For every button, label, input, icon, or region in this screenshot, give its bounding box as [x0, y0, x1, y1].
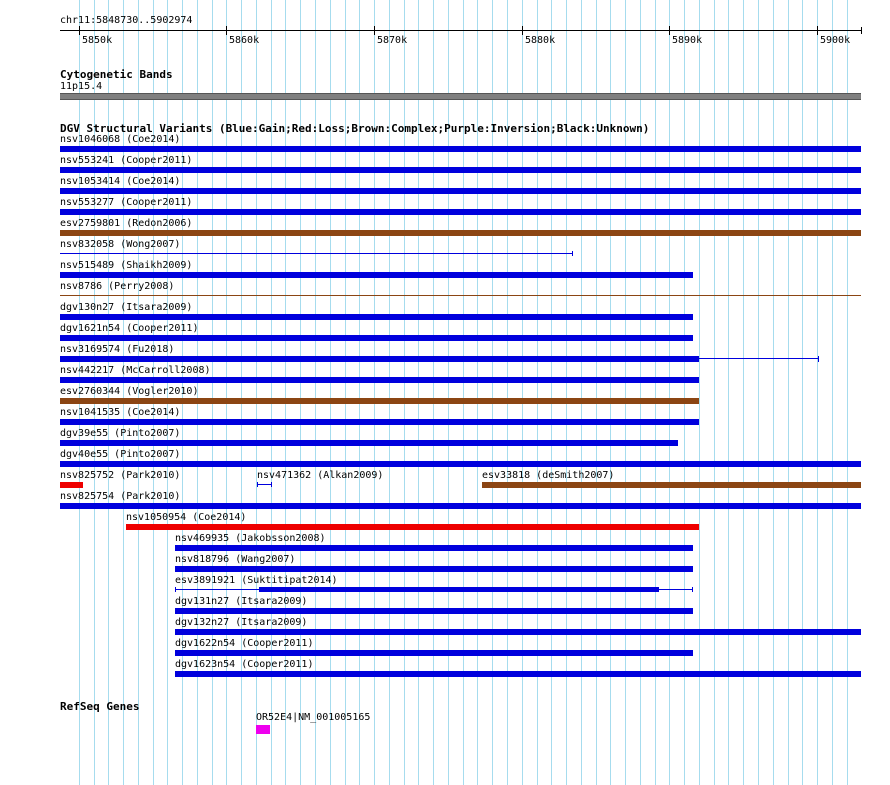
- variant-extension-line: [699, 358, 819, 359]
- variant-feature[interactable]: [60, 253, 573, 254]
- grid-line: [847, 0, 848, 785]
- variant-feature[interactable]: [60, 440, 678, 446]
- variant-feature[interactable]: [60, 461, 861, 467]
- variant-label: esv33818 (deSmith2007): [482, 470, 615, 481]
- grid-line: [477, 0, 478, 785]
- grid-line: [640, 0, 641, 785]
- grid-line: [433, 0, 434, 785]
- variant-feature[interactable]: [60, 167, 861, 173]
- variant-end-tick: [175, 587, 176, 592]
- grid-line: [596, 0, 597, 785]
- grid-line: [581, 0, 582, 785]
- grid-line: [802, 0, 803, 785]
- variant-label: nsv1050954 (Coe2014): [126, 512, 247, 523]
- grid-line: [669, 0, 670, 785]
- variant-label: nsv515489 (Shaikh2009): [60, 260, 193, 271]
- variant-label: dgv132n27 (Itsara2009): [175, 617, 308, 628]
- location-label: chr11:5848730..5902974: [60, 15, 193, 26]
- ruler-tick: [669, 26, 670, 35]
- dgv-track-title[interactable]: DGV Structural Variants (Blue:Gain;Red:Loss;Brown:Complex;Purple:Inversion;Black:Unknown): [60, 122, 650, 135]
- variant-feature[interactable]: [60, 146, 861, 152]
- variant-feature[interactable]: [175, 545, 693, 551]
- variant-label: nsv553241 (Cooper2011): [60, 155, 193, 166]
- variant-feature[interactable]: [257, 484, 272, 485]
- cytobands-track-title[interactable]: Cytogenetic Bands: [60, 68, 173, 81]
- refseq-track-title[interactable]: RefSeq Genes: [60, 700, 140, 713]
- variant-label: dgv131n27 (Itsara2009): [175, 596, 308, 607]
- grid-line: [817, 0, 818, 785]
- variant-feature[interactable]: [60, 230, 861, 236]
- variant-feature[interactable]: [175, 608, 693, 614]
- variant-feature[interactable]: [60, 272, 693, 278]
- variant-feature[interactable]: [482, 482, 861, 488]
- ruler-tick: [226, 26, 227, 35]
- grid-line: [359, 0, 360, 785]
- variant-end-tick: [692, 587, 693, 592]
- variant-label: nsv832058 (Wong2007): [60, 239, 181, 250]
- grid-line: [492, 0, 493, 785]
- variant-label: nsv442217 (McCarroll2008): [60, 365, 211, 376]
- variant-core-bar[interactable]: [259, 587, 659, 592]
- grid-line: [655, 0, 656, 785]
- variant-feature[interactable]: [60, 209, 861, 215]
- grid-line: [566, 0, 567, 785]
- ruler-tick: [817, 26, 818, 35]
- grid-line: [714, 0, 715, 785]
- ruler-tick-label: 5900k: [820, 35, 851, 46]
- variant-label: nsv1053414 (Coe2014): [60, 176, 181, 187]
- variant-end-tick: [572, 251, 573, 256]
- grid-line: [773, 0, 774, 785]
- grid-line: [330, 0, 331, 785]
- variant-label: nsv3169574 (Fu2018): [60, 344, 175, 355]
- variant-label: dgv130n27 (Itsara2009): [60, 302, 193, 313]
- cytoband-label: 11p15.4: [60, 81, 103, 92]
- grid-line: [507, 0, 508, 785]
- variant-label: dgv1623n54 (Cooper2011): [175, 659, 314, 670]
- grid-line: [404, 0, 405, 785]
- variant-feature[interactable]: [60, 398, 699, 404]
- ruler-tick-label: 5870k: [377, 35, 408, 46]
- grid-line: [625, 0, 626, 785]
- grid-line: [699, 0, 700, 785]
- ruler-line: [60, 30, 861, 31]
- ruler-tick-label: 5850k: [82, 35, 113, 46]
- variant-feature[interactable]: [175, 671, 861, 677]
- cytoband-bar[interactable]: [60, 93, 861, 100]
- grid-line: [463, 0, 464, 785]
- grid-line: [610, 0, 611, 785]
- variant-label: esv2760344 (Vogler2010): [60, 386, 199, 397]
- grid-line: [448, 0, 449, 785]
- grid-line: [551, 0, 552, 785]
- grid-line: [728, 0, 729, 785]
- ruler-tick: [522, 26, 523, 35]
- ruler-tick: [374, 26, 375, 35]
- grid-line: [418, 0, 419, 785]
- variant-feature[interactable]: [60, 356, 699, 362]
- variant-feature[interactable]: [60, 295, 861, 296]
- gene-feature[interactable]: [256, 725, 270, 734]
- variant-feature[interactable]: [60, 482, 83, 488]
- variant-label: nsv8786 (Perry2008): [60, 281, 175, 292]
- ruler-tick-label: 5860k: [229, 35, 260, 46]
- variant-feature[interactable]: [60, 314, 693, 320]
- variant-label: dgv1622n54 (Cooper2011): [175, 638, 314, 649]
- variant-feature[interactable]: [175, 650, 693, 656]
- grid-line: [788, 0, 789, 785]
- grid-line: [684, 0, 685, 785]
- variant-feature[interactable]: [60, 419, 699, 425]
- variant-end-tick: [818, 356, 819, 362]
- ruler-tick: [79, 26, 80, 35]
- variant-label: nsv818796 (Wang2007): [175, 554, 296, 565]
- variant-feature[interactable]: [60, 503, 861, 509]
- grid-line: [522, 0, 523, 785]
- gene-label: OR52E4|NM_001005165: [256, 712, 371, 723]
- variant-label: dgv39e55 (Pinto2007): [60, 428, 181, 439]
- variant-label: nsv553277 (Cooper2011): [60, 197, 193, 208]
- variant-label: esv3891921 (Suktitipat2014): [175, 575, 338, 586]
- variant-feature[interactable]: [60, 335, 693, 341]
- ruler-tick-label: 5890k: [672, 35, 703, 46]
- variant-feature[interactable]: [60, 377, 699, 383]
- ruler-end-tick: [861, 27, 862, 34]
- variant-label: nsv1041535 (Coe2014): [60, 407, 181, 418]
- grid-line: [315, 0, 316, 785]
- variant-label: nsv825754 (Park2010): [60, 491, 181, 502]
- grid-line: [743, 0, 744, 785]
- variant-feature[interactable]: [175, 566, 693, 572]
- ruler-tick-label: 5880k: [525, 35, 556, 46]
- variant-label: esv2759801 (Redon2006): [60, 218, 193, 229]
- variant-end-tick: [271, 482, 272, 487]
- grid-line: [758, 0, 759, 785]
- variant-feature[interactable]: [126, 524, 699, 530]
- variant-label: nsv469935 (Jakobsson2008): [175, 533, 326, 544]
- variant-label: nsv1046068 (Coe2014): [60, 134, 181, 145]
- grid-line: [374, 0, 375, 785]
- variant-label: nsv825752 (Park2010): [60, 470, 181, 481]
- grid-line: [345, 0, 346, 785]
- variant-end-tick: [257, 482, 258, 487]
- variant-label: nsv471362 (Alkan2009): [257, 470, 384, 481]
- variant-label: dgv1621n54 (Cooper2011): [60, 323, 199, 334]
- variant-feature[interactable]: [175, 629, 861, 635]
- grid-line: [832, 0, 833, 785]
- grid-line: [389, 0, 390, 785]
- grid-line: [537, 0, 538, 785]
- variant-feature[interactable]: [60, 188, 861, 194]
- variant-label: dgv40e55 (Pinto2007): [60, 449, 181, 460]
